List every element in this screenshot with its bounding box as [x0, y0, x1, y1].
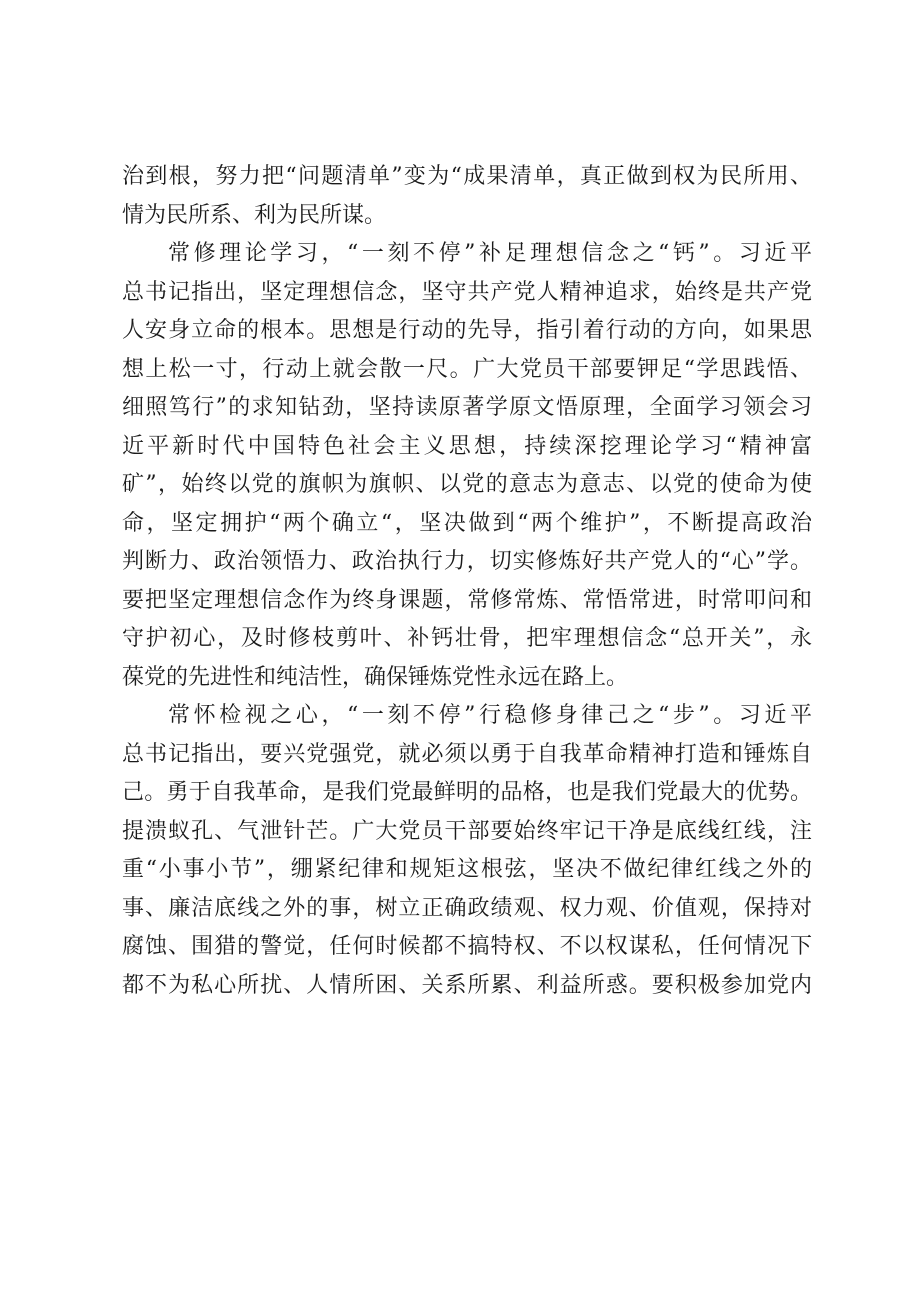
text-line: 要把坚定理想信念作为终身课题，常修常炼、常悟常进，时常叩问和 [122, 587, 812, 613]
text-line: 事、廉洁底线之外的事，树立正确政绩观、权力观、价值观，保持对 [122, 895, 812, 921]
text-line: 都不为私心所扰、人情所困、关系所累、利益所惑。要积极参加党内 [122, 972, 812, 998]
text-line: 提溃蚁孔、气泄针芒。广大党员干部要始终牢记干净是底线红线，注 [122, 818, 812, 844]
text-line: 治到根，努力把“问题清单”变为“成果清单，真正做到权为民所用、 [122, 164, 812, 189]
text-line: 守护初心，及时修枝剪叶、补钙壮骨，把牢理想信念“总开关”，永 [122, 626, 812, 651]
text-line: 判断力、政治领悟力、政治执行力，切实修炼好共产党人的“心”学。 [122, 549, 812, 574]
text-line: 人安身立命的根本。思想是行动的先导，指引着行动的方向，如果思 [122, 318, 812, 343]
text-line: 重“小事小节”，绷紧纪律和规矩这根弦，坚决不做纪律红线之外的 [122, 857, 812, 882]
text-line: 情为民所系、利为民所谋。 [122, 202, 387, 228]
text-line: 矿”，始终以党的旗帜为旗帜、以党的意志为意志、以党的使命为使 [122, 472, 812, 497]
text-line: 细照笃行”的求知钻劲，坚持读原著学原文悟原理，全面学习领会习 [122, 395, 812, 420]
text-line: 命，坚定拥护“两个确立“，坚决做到“两个维护”，不断提高政治 [122, 510, 812, 536]
text-line: 常怀检视之心，“一刻不停”行稳修身律己之“步”。习近平 [168, 703, 812, 728]
paragraph-1 [122, 158, 812, 235]
text-line: 想上松一寸，行动上就会散一尺。广大党员干部要钾足“学思践悟、 [122, 356, 812, 382]
paragraph-3 [122, 697, 812, 1005]
paragraph-2 [122, 235, 812, 697]
text-line: 腐蚀、围猎的警觉，任何时候都不搞特权、不以权谋私，任何情况下 [122, 934, 812, 959]
text-line: 总书记指出，坚定理想信念，坚守共产党人精神追求，始终是共产党 [122, 279, 812, 305]
text-line: 葆党的先进性和纯洁性，确保锤炼党性永远在路上。 [122, 664, 629, 690]
text-line: 己。勇于自我革命，是我们党最鲜明的品格，也是我们党最大的优势。 [122, 780, 812, 805]
text-line: 总书记指出，要兴党强党，就必须以勇于自我革命精神打造和锤炼自 [122, 741, 812, 767]
document-body [122, 158, 812, 1005]
text-line: 近平新时代中国特色社会主义思想，持续深挖理论学习“精神富 [122, 433, 812, 459]
text-line: 常修理论学习，“一刻不停”补足理想信念之“钙”。习近平 [168, 241, 812, 266]
